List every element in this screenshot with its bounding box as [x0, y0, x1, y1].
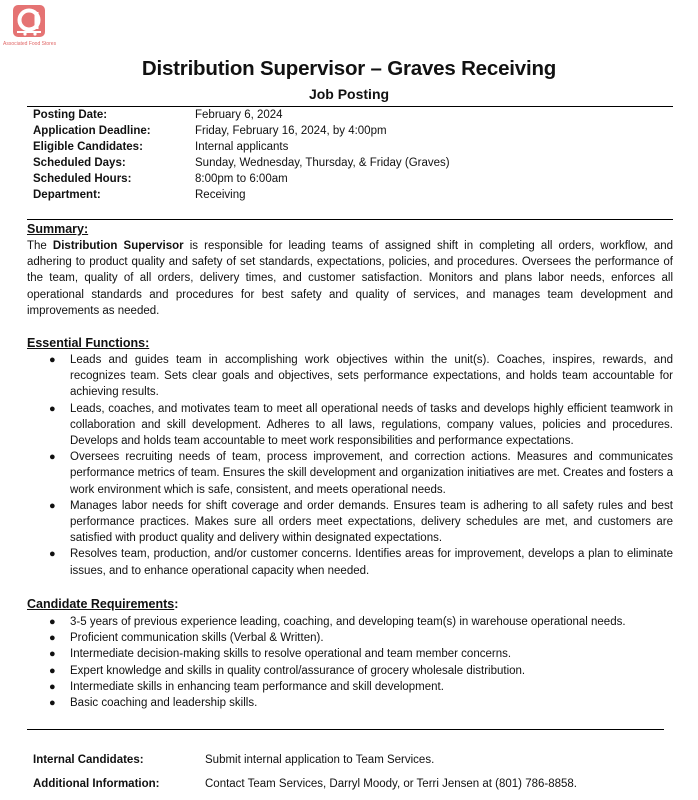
list-item-text: Leads and guides team in accomplishing work objectives within the unit(s). Coaches, inspires, rewards, and recognizes team. Sets clear goals and objectives, sets performance expectations, and holds team accountable for achieving results. [70, 354, 673, 399]
page-title: Distribution Supervisor – Graves Receiving [141, 57, 557, 80]
candidate-requirements-list [27, 614, 673, 711]
summary-role-name: Distribution Supervisor [52, 240, 184, 252]
footer-label: Internal Candidates: [33, 754, 144, 766]
info-label: Application Deadline: [33, 125, 151, 137]
logo-brand-text: Associated Food Stores [3, 41, 57, 47]
a-logo-icon [13, 5, 45, 37]
list-item-text: Intermediate decision-making skills to resolve operational and team member concerns. [70, 648, 512, 661]
divider-footer [27, 729, 664, 730]
info-value: 8:00pm to 6:00am [195, 173, 288, 185]
list-item [27, 695, 673, 711]
page-subtitle: Job Posting [308, 86, 390, 102]
list-item [27, 663, 673, 679]
info-value: Sunday, Wednesday, Thursday, & Friday (Graves) [195, 157, 450, 169]
bullet-icon: ● [49, 632, 56, 645]
list-item [27, 679, 673, 695]
bullet-icon: ● [49, 648, 56, 661]
footer-value: Contact Team Services, Darryl Moody, or Terri Jensen at (801) 786-8858. [205, 778, 578, 790]
summary-text: is responsible for leading teams of assigned shift in completing all orders, workflow, and adhering to product quality and safety of set standards, expectations, policies, and procedures. Oversees the performance of the team, quality of all orders, delivery times, and customer satisfaction. Monitors and plans labor needs, enforces all operational standards and procedures for best safety and quality of services, and manages team development and improvements as needed. [27, 240, 674, 317]
info-label: Scheduled Hours: [33, 173, 132, 185]
candidate-requirements-heading [27, 597, 178, 611]
bullet-icon: ● [49, 548, 56, 561]
essential-functions-list [27, 352, 673, 579]
company-logo [3, 5, 61, 47]
footer-label: Additional Information: [33, 778, 160, 790]
summary-paragraph [27, 238, 673, 319]
list-item-text: Proficient communication skills (Verbal & Written). [70, 632, 324, 645]
info-value: Friday, February 16, 2024, by 4:00pm [195, 125, 387, 137]
list-item [27, 546, 673, 578]
bullet-icon: ● [49, 499, 56, 512]
info-label: Eligible Candidates: [33, 141, 143, 153]
bullet-icon: ● [49, 697, 56, 710]
divider-top [27, 106, 673, 107]
list-item [27, 646, 673, 662]
list-item-text: Manages labor needs for shift coverage and order demands. Ensures team is adhering to all safety rules and best performance practices. Makes sure all orders meet expectations, delivery schedules are met, and customers are satisfied with product quality and delivery within designated expectations. [70, 499, 673, 545]
list-item [27, 630, 673, 646]
info-label: Department: [33, 189, 101, 201]
list-item-text: Intermediate skills in enhancing team performance and skill development. [70, 680, 444, 693]
list-item [27, 401, 673, 450]
requirements-heading-colon: : [174, 597, 179, 611]
bullet-icon: ● [49, 616, 56, 628]
summary-intro: The [27, 240, 53, 252]
info-value: Receiving [195, 189, 246, 201]
list-item [27, 449, 673, 498]
bullet-icon: ● [49, 664, 56, 677]
list-item-text: Expert knowledge and skills in quality control/assurance of grocery wholesale distribution. [70, 664, 526, 677]
info-value: February 6, 2024 [195, 109, 283, 121]
bullet-icon: ● [49, 680, 56, 693]
essential-functions-heading: Essential Functions: [27, 336, 150, 350]
footer-value: Submit internal application to Team Services. [205, 754, 435, 766]
bullet-icon: ● [49, 354, 56, 366]
list-item-text: Oversees recruiting needs of team, process improvement, and correction actions. Measures and communicates performance metrics of team. Ensures the skill development and organization initiatives are met. Creates and fosters a work environment which is safe, consistent, and meets operational needs. [70, 451, 673, 496]
summary-heading: Summary: [27, 222, 89, 236]
list-item [27, 352, 673, 401]
list-item-text: 3-5 years of previous experience leading, coaching, and developing team(s) in warehouse operational needs. [70, 616, 626, 628]
list-item-text: Leads, coaches, and motivates team to meet all operational needs of tasks and develops highly efficient teamwork in collaboration and skill development. Adheres to all laws, regulations, company values, policies and procedures. Develops and holds team accountable to meet work responsibilities and performance expectations. [70, 402, 673, 448]
list-item-text: Basic coaching and leadership skills. [70, 697, 258, 710]
requirements-heading-text: Candidate Requirements [27, 597, 175, 611]
bullet-icon: ● [49, 402, 56, 415]
info-label: Scheduled Days: [33, 157, 126, 169]
divider-summary [27, 219, 673, 220]
list-item-text: Resolves team, production, and/or customer concerns. Identifies areas for improvement, develops a plan to eliminate issues, and to enhance operational capacity when needed. [70, 548, 673, 577]
info-value: Internal applicants [195, 141, 289, 153]
info-label: Posting Date: [33, 109, 108, 121]
list-item [27, 614, 673, 630]
bullet-icon: ● [49, 451, 56, 464]
list-item [27, 498, 673, 547]
